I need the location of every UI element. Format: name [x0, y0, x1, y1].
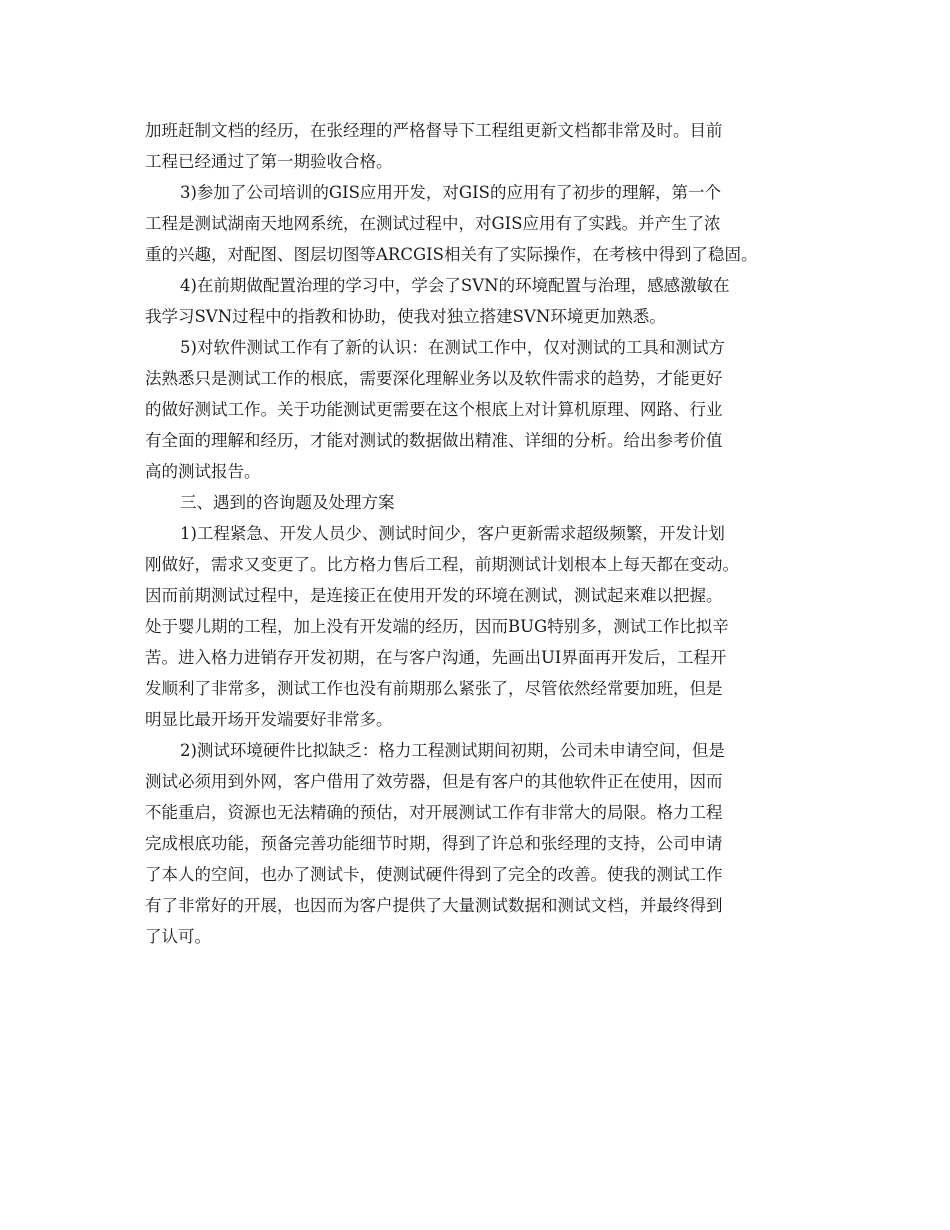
text-line: 因而前期测试过程中，是连接正在使用开发的环境在测试，测试起来难以把握。: [145, 586, 723, 605]
text-line: 苦。进入格力进销存开发初期，在与客户沟通，先画出UI界面再开发后，工程开: [145, 648, 727, 667]
text-line: 的做好测试工作。关于功能测试更需要在这个根底上对计算机原理、网路、行业: [145, 400, 723, 419]
text-line: 有了非常好的开展，也因而为客户提供了大量测试数据和测试文档，并最终得到: [145, 896, 723, 915]
text-line: 法熟悉只是测试工作的根底，需要深化理解业务以及软件需求的趋势，才能更好: [145, 369, 723, 388]
text-line: 工程已经通过了第一期验收合格。: [145, 152, 393, 171]
text-line: 重的兴趣，对配图、图层切图等ARCGIS相关有了实际操作，在考核中得到了稳固。: [145, 245, 758, 264]
text-line: 测试必须用到外网，客户借用了效劳器，但是有客户的其他软件正在使用，因而: [145, 772, 723, 791]
text-line: 不能重启，资源也无法精确的预估，对开展测试工作有非常大的局限。格力工程: [145, 803, 723, 822]
text-line: 发顺利了非常多，测试工作也没有前期那么紧张了，尽管依然经常要加班，但是: [145, 679, 723, 698]
text-line: 完成根底功能，预备完善功能细节时期，得到了许总和张经理的支持，公司申请: [145, 834, 723, 853]
text-line: 我学习SVN过程中的指教和协助，使我对独立搭建SVN环境更加熟悉。: [145, 307, 666, 326]
document-body: [145, 115, 805, 952]
text-line: 5)对软件测试工作有了新的认识：在测试工作中，仅对测试的工具和测试方: [180, 338, 725, 357]
text-line: 工程是测试湖南天地网系统，在测试过程中，对GIS应用有了实践。并产生了浓: [145, 214, 721, 233]
text-line: 3)参加了公司培训的GIS应用开发，对GIS的应用有了初步的理解，第一个: [180, 183, 721, 202]
text-line: 2)测试环境硬件比拟缺乏：格力工程测试期间初期，公司未申请空间，但是: [180, 741, 725, 760]
text-line: 1)工程紧急、开发人员少、测试时间少，客户更新需求超级频繁，开发计划: [180, 524, 725, 543]
text-line: 刚做好，需求又变更了。比方格力售后工程，前期测试计划根本上每天都在变动。: [145, 555, 739, 574]
text-line: 处于婴儿期的工程，加上没有开发端的经历，因而BUG特别多，测试工作比拟辛: [145, 617, 729, 636]
text-line: 了认可。: [145, 927, 211, 946]
text-line: 了本人的空间，也办了测试卡，使测试硬件得到了完全的改善。使我的测试工作: [145, 865, 723, 884]
text-line: 三、遇到的咨询题及处理方案: [180, 493, 395, 512]
text-line: 高的测试报告。: [145, 462, 261, 481]
text-line: 4)在前期做配置治理的学习中，学会了SVN的环境配置与治理，感感激敏在: [180, 276, 730, 295]
text-line: 有全面的理解和经历，才能对测试的数据做出精准、详细的分析。给出参考价值: [145, 431, 723, 450]
text-line: 加班赶制文档的经历，在张经理的严格督导下工程组更新文档都非常及时。目前: [145, 121, 723, 140]
text-line: 明显比最开场开发端要好非常多。: [145, 710, 393, 729]
